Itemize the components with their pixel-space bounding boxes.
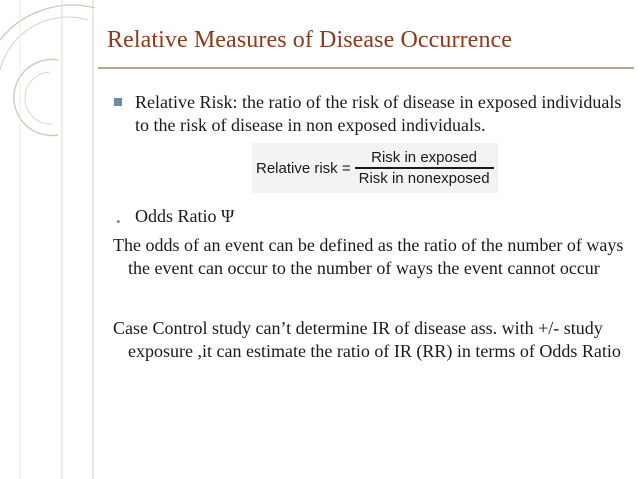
relative-risk-formula [252,143,498,193]
bullet-item-odds-ratio [113,205,234,228]
dot-bullet-icon: • [116,214,121,229]
bullet-text-odds-ratio: Odds Ratio Ψ [135,206,235,226]
paragraph-case-control [113,317,635,363]
formula-fraction [355,149,494,187]
bullet-item-relative-risk [113,91,633,137]
formula-numerator: Risk in exposed [371,149,478,167]
circle-arc-large [14,60,58,136]
bullet-text-relative-risk: Relative Risk: the ratio of the risk of disease in exposed individuals to the risk of disease in non exposed individuals. [135,92,622,135]
arc-top-outer [0,5,95,40]
circle-arc-small [25,72,52,124]
formula-denominator: Risk in nonexposed [358,169,490,187]
slide-title: Relative Measures of Disease Occurrence [107,27,513,53]
paragraph-text-odds-definition: The odds of an event can be defined as the ratio of the number of ways the event can occur to the number of ways the event cannot occur [113,235,624,278]
paragraph-odds-definition [113,234,635,280]
arc-top-inner [0,17,88,70]
square-bullet-icon [114,98,122,106]
paragraph-text-case-control: Case Control study can’t determine IR of disease ass. with +/- study exposure ,it can estimate the ratio of IR (RR) in terms of Odds Ratio [113,318,621,361]
title-underline [98,67,634,69]
decorative-arcs [0,0,100,479]
bullet-list [113,91,633,137]
formula-lhs: Relative risk = [256,159,351,177]
